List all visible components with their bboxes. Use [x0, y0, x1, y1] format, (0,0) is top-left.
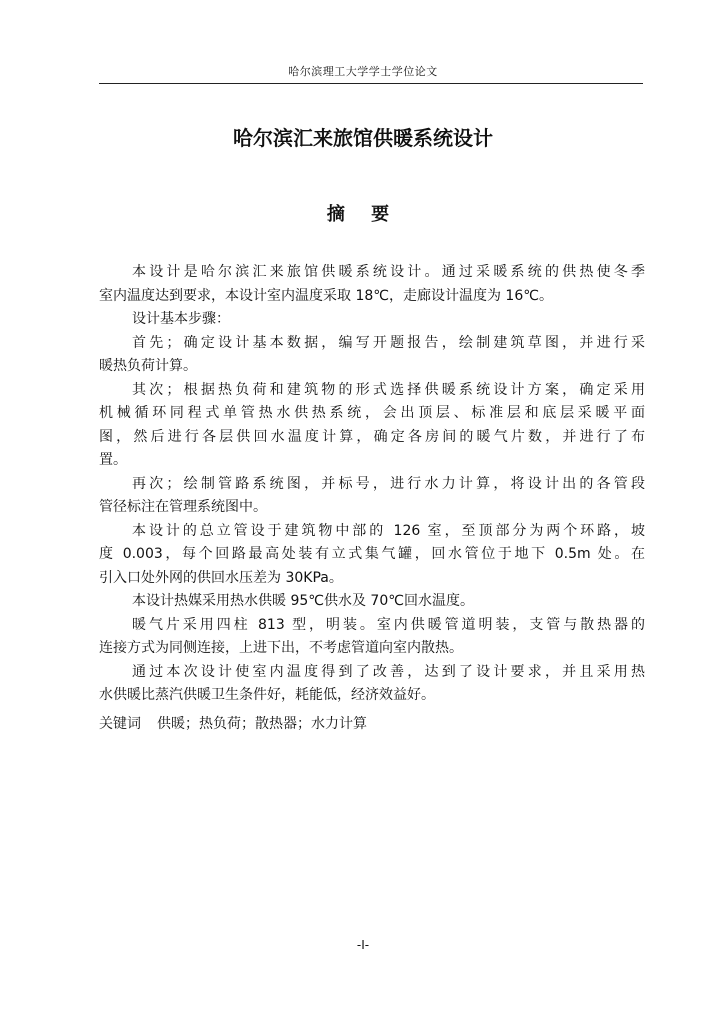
keywords-text: 供暖；热负荷；散热器；水力计算: [157, 716, 367, 732]
abstract-line: 度 0.003，每个回路最高处装有立式集气罐，回水管位于地下 0.5m 处。在: [99, 546, 645, 562]
abstract-line: 暖气片采用四柱 813 型，明装。室内供暖管道明装，支管与散热器的: [132, 616, 645, 633]
keywords-label: 关键词: [99, 716, 141, 732]
header-rule: [99, 83, 643, 84]
thesis-title: 哈尔滨汇来旅馆供暖系统设计: [233, 126, 493, 150]
abstract-line: 暖热负荷计算。: [99, 358, 197, 374]
abstract-line: 机械循环同程式单管热水供热系统，会出顶层、标准层和底层采暖平面: [99, 405, 645, 421]
abstract-line: 本设计热媒采用热水供暖 95℃供水及 70℃回水温度。: [132, 593, 474, 609]
abstract-heading: 摘 要: [326, 204, 400, 225]
abstract-line: 设计基本步骤：: [132, 311, 230, 327]
running-header: 哈尔滨理工大学学士学位论文: [288, 65, 438, 78]
abstract-line: 管径标注在管理系统图中。: [99, 499, 267, 515]
abstract-line: 引入口处外网的供回水压差为 30KPa。: [99, 569, 343, 586]
abstract-line: 本设计是哈尔滨汇来旅馆供暖系统设计。通过采暖系统的供热使冬季: [132, 264, 645, 280]
page-number: -I-: [356, 938, 370, 952]
abstract-line: 本设计的总立管设于建筑物中部的 126 室，至顶部分为两个环路，坡: [132, 522, 645, 539]
abstract-line: 再次；绘制管路系统图，并标号，进行水力计算，将设计出的各管段: [132, 475, 645, 492]
abstract-line: 连接方式为同侧连接，上进下出，不考虑管道向室内散热。: [99, 640, 463, 656]
abstract-line: 通过本次设计使室内温度得到了改善，达到了设计要求，并且采用热: [132, 663, 645, 680]
abstract-line: 水供暖比蒸汽供暖卫生条件好，耗能低，经济效益好。: [99, 687, 435, 703]
abstract-line: 其次；根据热负荷和建筑物的形式选择供暖系统设计方案，确定采用: [132, 381, 645, 398]
abstract-line: 首先；确定设计基本数据，编写开题报告，绘制建筑草图，并进行采: [132, 334, 645, 351]
abstract-line: 室内温度达到要求，本设计室内温度采取 18℃，走廊设计温度为 16℃。: [99, 287, 553, 304]
abstract-body: [99, 261, 645, 708]
keywords: [99, 713, 367, 733]
abstract-line: 置。: [99, 452, 127, 468]
abstract-line: 图，然后进行各层供回水温度计算，确定各房间的暖气片数，并进行了布: [99, 428, 645, 445]
